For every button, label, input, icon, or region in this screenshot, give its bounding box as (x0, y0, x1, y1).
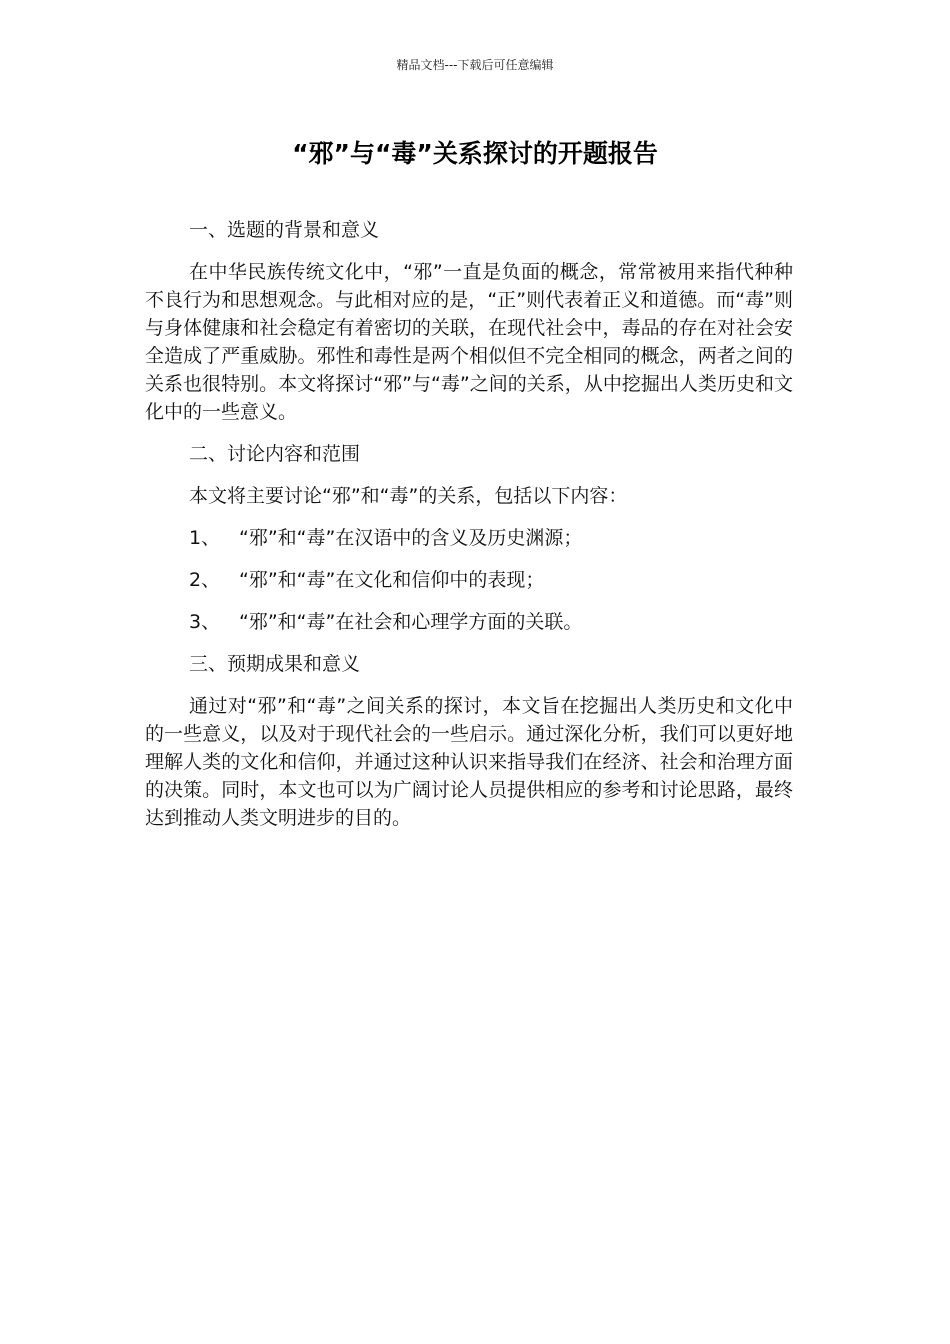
list-item-text: “邪”和“毒”在社会和心理学方面的关联。 (239, 611, 583, 633)
list-item (145, 524, 793, 552)
list-item (145, 608, 793, 636)
section-1-heading: 一、选题的背景和意义 (189, 219, 380, 241)
list-item-text: “邪”和“毒”在文化和信仰中的表现； (239, 569, 545, 591)
document-title: “邪”与“毒”关系探讨的开题报告 (292, 139, 658, 168)
section-2-intro: 本文将主要讨论“邪”和“毒”的关系，包括以下内容： (189, 485, 628, 507)
section-3-paragraph: 通过对“邪”和“毒”之间关系的探讨，本文旨在挖掘出人类历史和文化中的一些意义，以及对于现代社会的一些启示。通过深化分析，我们可以更好地理解人类的文化和信仰，并通过这种认识来指导我们在经济、社会和治理方面的决策。同时，本文也可以为广阔讨论人员提供相应的参考和讨论思路，最终达到推动人类文明进步的目的。 (145, 695, 793, 829)
list-item-number: 1、 (189, 527, 221, 549)
list-item (145, 566, 793, 594)
list-item-text: “邪”和“毒”在汉语中的含义及历史渊源； (239, 527, 583, 549)
section-2-heading: 二、讨论内容和范围 (189, 443, 361, 465)
section-1-paragraph: 在中华民族传统文化中，“邪”一直是负面的概念，常常被用来指代种种不良行为和思想观念。与此相对应的是，“正”则代表着正义和道德。而“毒”则与身体健康和社会稳定有着密切的关联，在现代社会中，毒品的存在对社会安全造成了严重威胁。邪性和毒性是两个相似但不完全相同的概念，两者之间的关系也很特别。本文将探讨“邪”与“毒”之间的关系，从中挖掘出人类历史和文化中的一些意义。 (145, 261, 793, 423)
list-item-number: 3、 (189, 611, 221, 633)
page-header: 精品文档---下载后可任意编辑 (396, 58, 554, 72)
document-body (145, 216, 793, 846)
section-3-heading: 三、预期成果和意义 (189, 653, 361, 675)
list-item-number: 2、 (189, 569, 221, 591)
